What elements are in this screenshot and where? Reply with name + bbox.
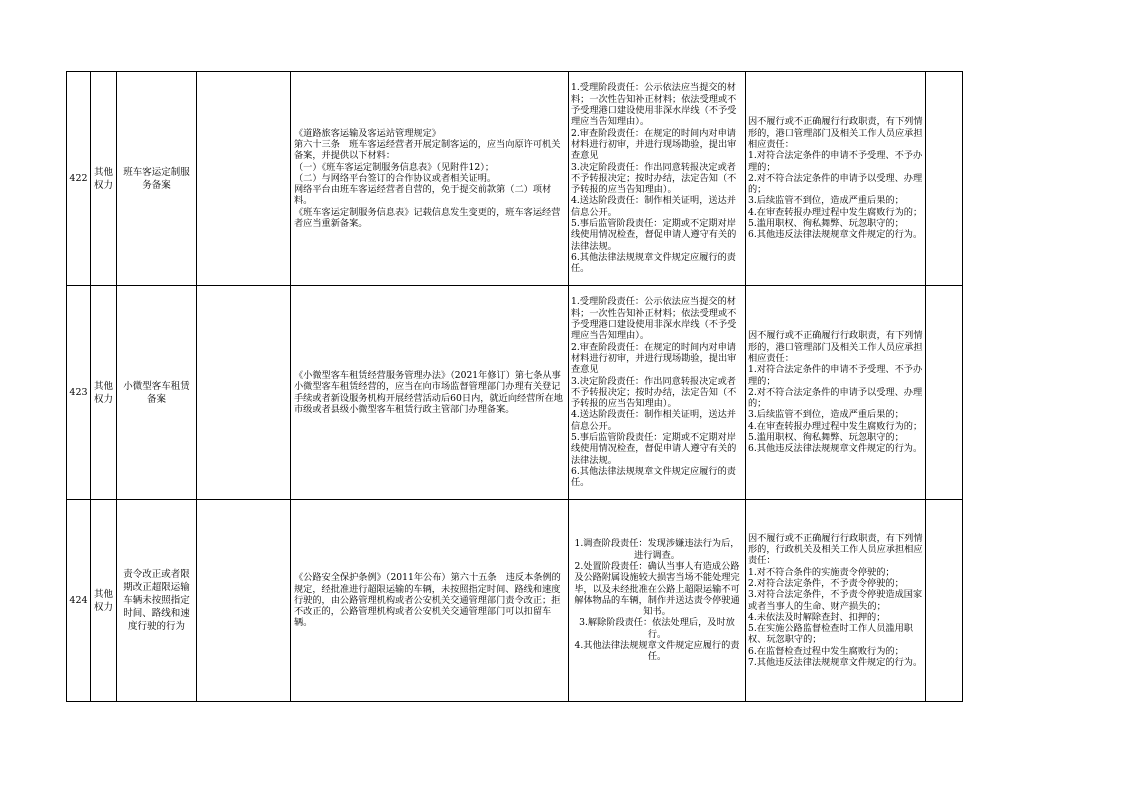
legal-basis-line: 《道路旅客运输及客运站管理规定》 (294, 127, 441, 139)
responsibility-item: 1.调查阶段责任：发现涉嫌违法行为后，进行调查。 (574, 538, 740, 561)
legal-basis-line: 网络平台由班车客运经营者自营的，免于提交前款第（二）项材料。 (294, 184, 552, 207)
responsibility-items (569, 286, 746, 500)
accountability-item: 4.未依法及时解除查封、扣押的； (748, 611, 886, 623)
responsibility-item: 2.审查阶段责任：在规定的时间内对申请材料进行初审，并进行现场勘验，提出审查意见 (571, 341, 737, 376)
responsibility-item: 6.其他法律法规规章文件规定应履行的责任。 (571, 251, 736, 275)
accountability-item: 1.对符合法定条件的申请不予受理、不予办理的； (748, 150, 923, 173)
table-row (67, 72, 963, 286)
legal-basis (291, 72, 569, 286)
accountability-item: 6.其他违反法律法规规章文件规定的行为。 (748, 229, 923, 241)
responsibility-item: 1.受理阶段责任：公示依法应当提交的材料；一次性告知补正材料；依法受理或不予受理港口建设使用非深水岸线（不予受理应当告知理由）。 (571, 82, 737, 128)
power-item-name: 小微型客车租赁备案 (117, 286, 197, 500)
accountability-item: 3.对符合法定条件，不予责令停驶造成国家或者当事人的生命、财产损失的； (748, 589, 923, 612)
accountability-item: 2.对不符合法定条件的申请予以受理、办理的； (748, 172, 923, 196)
row-number: 423 (67, 286, 91, 500)
accountability-item: 5.滥用职权、徇私舞弊、玩忽职守的； (748, 218, 904, 230)
row-number: 422 (67, 72, 91, 286)
power-category: 其他权力 (91, 500, 117, 702)
legal-basis-line: （一）《班车客运定制服务信息表》（见附件12）； (294, 161, 495, 173)
item-code-cell (197, 72, 291, 286)
accountability-item: 4.在审查转报办理过程中发生腐败行为的； (748, 420, 923, 432)
responsibility-item: 5.事后监管阶段责任：定期或不定期对岸线使用情况检查，督促申请人遵守有关的法律法规。 (571, 432, 737, 466)
accountability-item: 3.后续监管不到位，造成严重后果的； (748, 195, 904, 207)
table-row (67, 286, 963, 500)
remark-cell (926, 72, 963, 286)
legal-basis-line: 《公路安全保护条例》（2011年公布）第六十五条 违反本条例的规定，经批准进行超限运输的车辆，未按照指定时间、路线和速度行驶的，由公路管理机构或者公安机关交通管理部门责令改正；拒不改正的，公路管理机构或者公安机关交通管理部门可以扣留车辆。 (294, 572, 561, 629)
legal-basis (291, 500, 569, 702)
responsibility-item: 3.解除阶段责任：依法处理后，及时放行。 (579, 617, 735, 640)
accountability-item: 6.在监督检查过程中发生腐败行为的； (748, 645, 904, 657)
responsibility-item: 2.审查阶段责任：在规定的时间内对申请材料进行初审，并进行现场勘验，提出审查意见 (571, 127, 737, 162)
power-category: 其他权力 (91, 72, 117, 286)
responsibility-item: 2.处置阶段责任：确认当事人有造成公路及公路附属设施较大损害当场不能处理完毕，以及未经批准在公路上超限运输不可解体物品的车辆，制作并送达责令停驶通知书。 (574, 560, 740, 618)
row-number: 424 (67, 500, 91, 702)
remark-cell (926, 500, 963, 702)
legal-basis-line: 第六十三条 班车客运经营者开展定制客运的，应当向原许可机关备案，并提供以下材料： (294, 138, 561, 162)
responsibility-item: 6.其他法律法规规章文件规定应履行的责任。 (571, 465, 736, 489)
accountability-items (746, 286, 926, 500)
power-item-name: 班车客运定制服务备案 (117, 72, 197, 286)
responsibility-item: 4.其他法律法规规章文件规定应履行的责任。 (574, 640, 740, 663)
accountability-items (746, 72, 926, 286)
responsibility-item: 3.决定阶段责任：作出同意转报决定或者不予转报决定；按时办结，法定告知（不予转报的应当告知理由）。 (571, 375, 737, 410)
accountability-item: 5.在实施公路监督检查时工作人员滥用职权、玩忽职守的； (748, 623, 913, 646)
accountability-item: 因不履行或不正确履行行政职责，有下列情形的，行政机关及相关工作人员应承担相应责任： (748, 532, 923, 567)
remark-cell (926, 286, 963, 500)
legal-basis-line: 《班车客运定制服务信息表》记载信息发生变更的，班车客运经营者应当重新备案。 (294, 206, 561, 230)
accountability-item: 3.后续监管不到位，造成严重后果的； (748, 409, 904, 421)
responsibility-items (569, 500, 746, 702)
accountability-item: 1.对不符合条件的实施责令停驶的； (748, 566, 895, 578)
accountability-item: 1.对符合法定条件的申请不予受理、不予办理的； (748, 364, 923, 387)
accountability-item: 6.其他违反法律法规规章文件规定的行为。 (748, 443, 923, 455)
responsibility-item: 4.送达阶段责任：制作相关证明，送达并信息公开。 (571, 409, 736, 432)
power-item-name: 责令改正或者限期改正超限运输车辆未按照指定时间、路线和速度行驶的行为 (117, 500, 197, 702)
accountability-item: 因不履行或不正确履行行政职责，有下列情形的，港口管理部门及相关工作人员应承担相应责任： (748, 116, 923, 150)
accountability-item: 7.其他违反法律法规规章文件规定的行为。 (748, 656, 923, 668)
accountability-item: 因不履行或不正确履行行政职责，有下列情形的，港口管理部门及相关工作人员应承担相应责任： (748, 330, 923, 364)
accountability-items (746, 500, 926, 702)
accountability-item: 4.在审查转报办理过程中发生腐败行为的； (748, 206, 923, 218)
responsibility-item: 3.决定阶段责任：作出同意转报决定或者不予转报决定；按时办结，法定告知（不予转报的应当告知理由）。 (571, 161, 737, 196)
responsibility-item: 4.送达阶段责任：制作相关证明，送达并信息公开。 (571, 195, 736, 218)
item-code-cell (197, 500, 291, 702)
legal-basis-line: 《小微型客车租赁经营服务管理办法》（2021年修订）第七条从事小微型客车租赁经营的，应当在向市场监督管理部门办理有关登记手续或者新设服务机构开展经营活动后60日内，就近向经营所在地市级或者县级小微型客车租赁行政主管部门办理备案。 (294, 369, 563, 415)
responsibility-item: 5.事后监管阶段责任：定期或不定期对岸线使用情况检查，督促申请人遵守有关的法律法规。 (571, 218, 737, 252)
power-category: 其他权力 (91, 286, 117, 500)
accountability-item: 5.滥用职权、徇私舞弊、玩忽职守的； (748, 432, 904, 444)
accountability-item: 2.对不符合法定条件的申请予以受理、办理的； (748, 386, 923, 410)
responsibility-item: 1.受理阶段责任：公示依法应当提交的材料；一次性告知补正材料；依法受理或不予受理港口建设使用非深水岸线（不予受理应当告知理由）。 (571, 296, 737, 342)
legal-basis (291, 286, 569, 500)
legal-basis-line: （二）与网络平台签订的合作协议或者相关证明。 (294, 172, 497, 184)
responsibility-items (569, 72, 746, 286)
table-row (67, 500, 963, 702)
power-list-table (66, 71, 963, 702)
item-code-cell (197, 286, 291, 500)
accountability-item: 2.对符合法定条件，不予责令停驶的； (748, 577, 904, 589)
